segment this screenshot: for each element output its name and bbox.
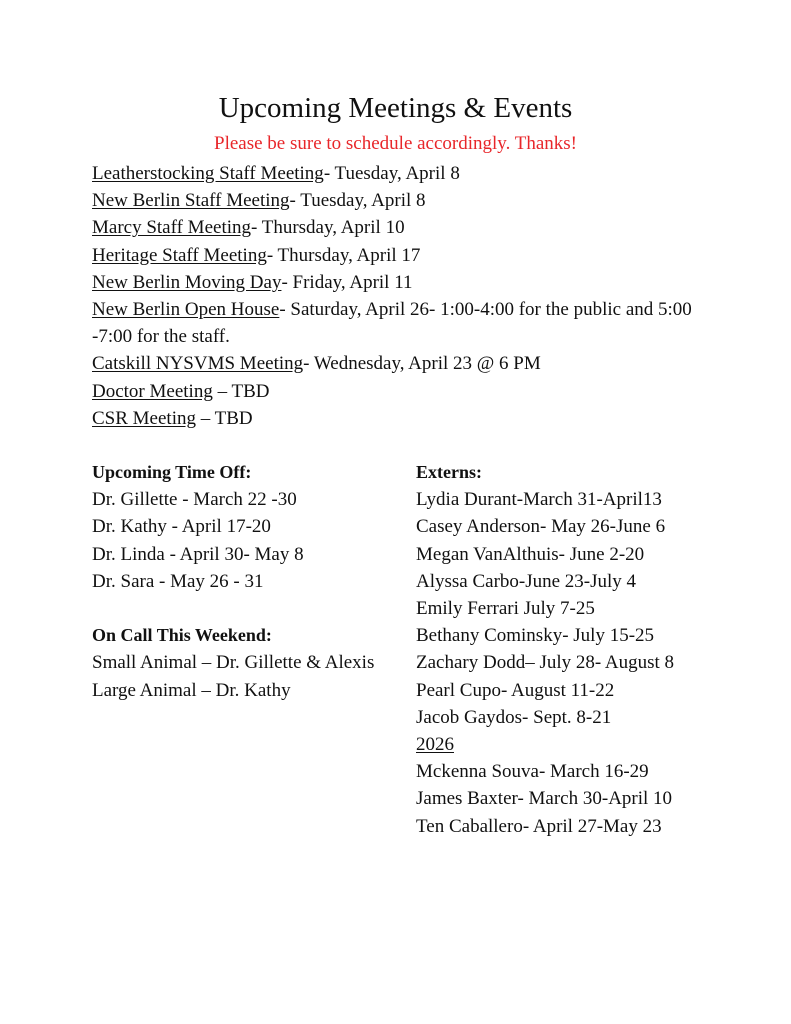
meeting-detail: - Wednesday, April 23 @ 6 PM (303, 353, 541, 375)
meeting-name: Marcy Staff Meeting (92, 217, 251, 239)
meeting-detail: – TBD (195, 407, 253, 429)
meeting-item (92, 214, 712, 241)
meeting-item (92, 296, 712, 350)
meeting-name: New Berlin Moving Day (92, 271, 282, 293)
meeting-detail: – TBD (212, 380, 270, 402)
page-title: Upcoming Meetings & Events (218, 92, 573, 124)
meeting-detail: - Tuesday, April 8 (323, 163, 460, 184)
left-column (92, 459, 412, 704)
meeting-item (92, 350, 712, 377)
externs-year-label: 2026 (416, 734, 454, 756)
meeting-item (92, 405, 712, 432)
extern-item: Ten Caballero- April 27-May 23 (416, 815, 662, 837)
meeting-item (92, 269, 712, 296)
extern-item: Lydia Durant-March 31-April13 (416, 489, 662, 511)
extern-item: Jacob Gaydos- Sept. 8-21 (416, 706, 612, 728)
on-call-heading: On Call This Weekend: (92, 625, 272, 646)
extern-item: James Baxter- March 30-April 10 (416, 788, 673, 810)
extern-item: Zachary Dodd– July 28- August 8 (416, 652, 675, 674)
meeting-detail: - Thursday, April 10 (251, 217, 405, 239)
meeting-name: CSR Meeting (92, 407, 196, 429)
meeting-name: Doctor Meeting (92, 380, 213, 402)
meeting-detail: - Tuesday, April 8 (289, 190, 426, 212)
meeting-name: New Berlin Open House (92, 299, 280, 321)
meeting-item (92, 187, 712, 214)
extern-item: Bethany Cominsky- July 15-25 (416, 625, 655, 647)
right-column (416, 459, 746, 840)
time-off-item: Dr. Sara - May 26 - 31 (92, 570, 264, 592)
meeting-item (92, 378, 712, 405)
meeting-name: Catskill NYSVMS Meeting (92, 353, 304, 375)
extern-item: Emily Ferrari July 7-25 (416, 598, 595, 620)
meetings-list (92, 160, 712, 432)
extern-item: Alyssa Carbo-June 23-July 4 (416, 570, 637, 592)
meeting-item (92, 160, 712, 187)
time-off-item: Dr. Kathy - April 17-20 (92, 516, 271, 538)
on-call-item: Small Animal – Dr. Gillette & Alexis (92, 652, 375, 674)
meeting-name: Leatherstocking Staff Meeting (92, 163, 324, 184)
time-off-item: Dr. Gillette - March 22 -30 (92, 489, 297, 511)
extern-item: Megan VanAlthuis- June 2-20 (416, 543, 645, 565)
meeting-name: Heritage Staff Meeting (92, 244, 267, 266)
meeting-detail: - Saturday, April 26- 1:00-4:00 for the public and 5:00 -7:00 for the staff. (92, 299, 692, 348)
extern-item: Casey Anderson- May 26-June 6 (416, 516, 666, 538)
on-call-item: Large Animal – Dr. Kathy (92, 679, 291, 701)
extern-item: Pearl Cupo- August 11-22 (416, 679, 615, 701)
extern-item: Mckenna Souva- March 16-29 (416, 761, 649, 783)
meeting-detail: - Friday, April 11 (281, 271, 413, 293)
time-off-heading: Upcoming Time Off: (92, 462, 252, 482)
externs-heading: Externs: (416, 462, 482, 482)
meeting-detail: - Thursday, April 17 (266, 244, 421, 266)
page-subtitle: Please be sure to schedule accordingly. Thanks! (214, 133, 577, 154)
meeting-name: New Berlin Staff Meeting (92, 190, 290, 212)
spacer (92, 595, 412, 622)
time-off-item: Dr. Linda - April 30- May 8 (92, 543, 304, 565)
meeting-item (92, 242, 712, 269)
